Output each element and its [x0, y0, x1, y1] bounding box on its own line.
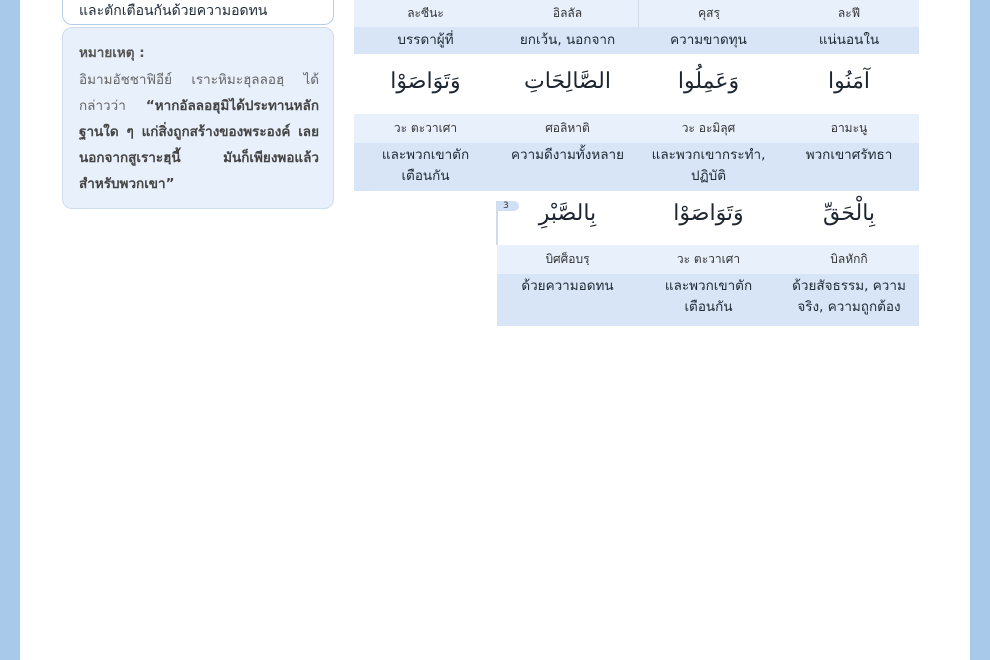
page	[20, 0, 970, 660]
row1-translit-4: ละซีนะ	[354, 0, 497, 27]
row2-meaning-3: ความดีงามทั้งหลาย	[497, 143, 638, 191]
note-text: อิมามอัชชาฟิอีย์ เราะหิมะฮุลลอฮฺ ได้กล่าวว่า	[79, 72, 319, 114]
row2-arabic-1: آمَنُوا	[827, 69, 870, 94]
row2-translit-4: วะ ตะวาเศา	[354, 114, 497, 143]
row1-translit-2: คุสรฺ	[638, 0, 779, 27]
verse-number-badge: 3	[497, 201, 519, 211]
row3-arabic-1: بِالْحَقِّ	[822, 201, 876, 226]
row1-translit-1: ละฟี	[779, 0, 919, 27]
row2-arabic-4: وَتَوَاصَوْا	[390, 69, 461, 94]
row2-translit-3: ศอลิหาติ	[497, 114, 638, 143]
row2-translit-2: วะ อะมิลุศ	[638, 114, 779, 143]
row3-translit-2: วะ ตะวาเศา	[638, 245, 779, 274]
translation-text: และตักเตือนกันด้วยความอดทน	[79, 3, 268, 19]
row1-meaning-2: ความขาดทุน	[638, 27, 779, 54]
note-body	[79, 67, 319, 197]
row3-meaning-1: ด้วยสัจธรรม, ความจริง, ความถูกต้อง	[779, 274, 919, 326]
note-quote: “หากอัลลอฮุมิได้ประทานหลักฐานใด ๆ แก่สิ่งถูกสร้างของพระองค์ เลยนอกจากสูเราะฮฺนี้ มันก็เพียงพอแล้วสำหรับพวกเขา”	[79, 98, 319, 192]
row3-translit-3: บิศศ็อบรฺ	[497, 245, 638, 274]
row2-translit-1: อามะนู	[779, 114, 919, 143]
row1-meaning-1: แน่นอนใน	[779, 27, 919, 54]
translation-box	[62, 0, 334, 25]
row3-translit-1: บิลหักกิ	[779, 245, 919, 274]
row2-meaning-2: และพวกเขากระทำ, ปฏิบัติ	[638, 143, 779, 191]
row2-meaning-1: พวกเขาศรัทธา	[779, 143, 919, 191]
note-box	[62, 27, 334, 209]
row3-arabic-3: بِالصَّبْرِ	[538, 201, 597, 226]
row2-arabic-3: الصَّالِحَاتِ	[524, 69, 611, 94]
row2-meaning-4: และพวกเขาตักเตือนกัน	[354, 143, 497, 191]
row3-arabic-2: وَتَوَاصَوْا	[673, 201, 744, 226]
note-label: หมายเหตุ :	[79, 45, 145, 61]
row1-meaning-3: ยกเว้น, นอกจาก	[497, 27, 638, 54]
row2-arabic-2: وَعَمِلُوا	[677, 69, 740, 94]
row1-meaning-4: บรรดาผู้ที่	[354, 27, 497, 54]
row1-translit-3: อิลลัล	[497, 0, 638, 27]
row3-meaning-3: ด้วยความอดทน	[497, 274, 638, 326]
row3-meaning-2: และพวกเขาตักเตือนกัน	[638, 274, 779, 326]
